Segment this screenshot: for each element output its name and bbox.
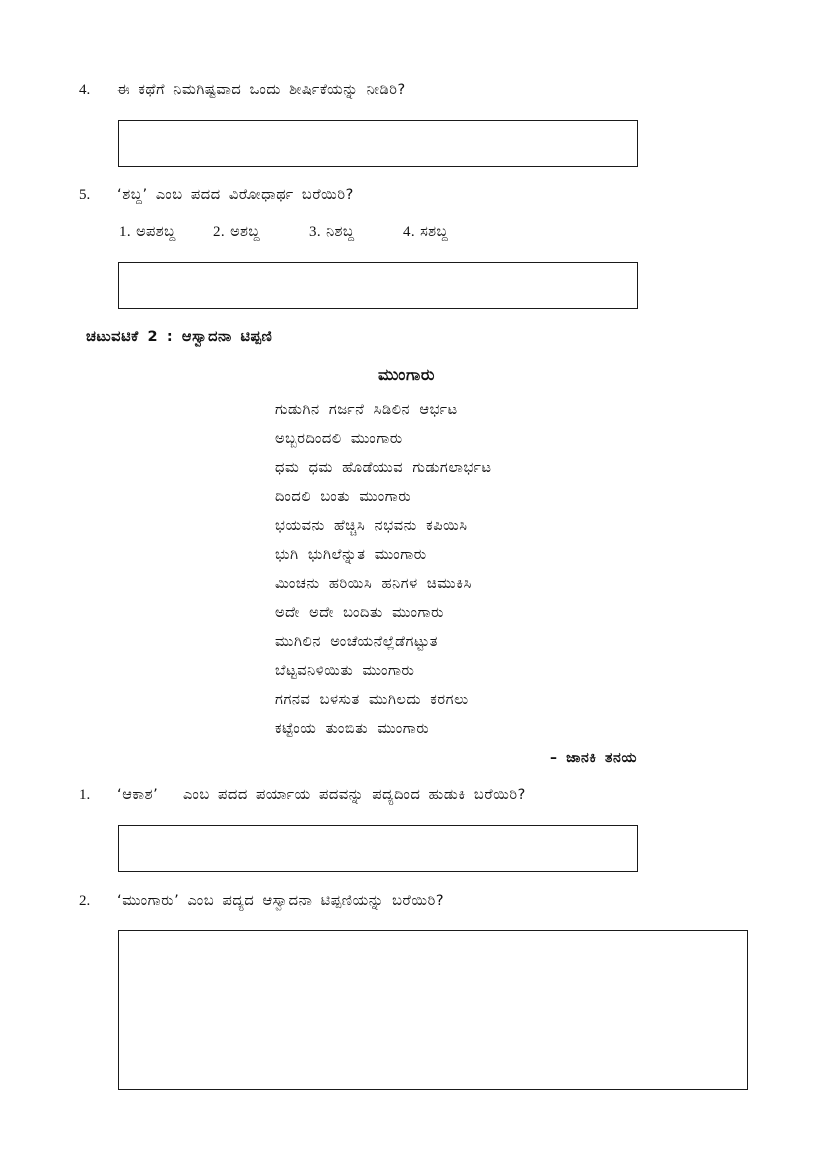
poem-line: ಅಬ್ಬರದಿಂದಲಿ ಮುಂಗಾರು bbox=[275, 431, 403, 447]
option-1 bbox=[119, 224, 176, 241]
answer-box-question-1[interactable] bbox=[118, 825, 638, 872]
option-2-number: 2. bbox=[213, 224, 226, 240]
poem-line: ಮಿಂಚನು ಹರಿಯಿಸಿ ಹನಿಗಳ ಚಿಮುಕಿಸಿ bbox=[275, 576, 472, 592]
option-4 bbox=[403, 224, 448, 241]
poem-line: ಗಗನವ ಬಳಸುತ ಮುಗಿಲದು ಕರಗಲು bbox=[275, 692, 469, 708]
question-5-text: ‘ಶಬ್ದ’ ಎಂಬ ಪದದ ವಿರೋಧಾರ್ಥ ಬರೆಯಿರಿ? bbox=[117, 187, 354, 203]
option-4-text: ಸಶಬ್ದ bbox=[420, 224, 449, 240]
poem-line: ದಿಂದಲಿ ಬಂತು ಮುಂಗಾರು bbox=[275, 489, 412, 505]
option-2-text: ಅಶಬ್ದ bbox=[230, 224, 260, 240]
question-2-number: 2. bbox=[79, 893, 91, 909]
poem-line: ಗುಡುಗಿನ ಗರ್ಜನೆ ಸಿಡಿಲಿನ ಆರ್ಭಟ bbox=[275, 402, 458, 418]
poem-author: – ಜಾನಕಿ ತನಯ bbox=[550, 750, 638, 766]
poem-line: ಧಮ ಧಮ ಹೊಡೆಯುವ ಗುಡುಗಲಾರ್ಭಟ bbox=[275, 460, 492, 476]
poem-line: ಬೆಟ್ಟವನಿಳಿಯಿತು ಮುಂಗಾರು bbox=[275, 663, 415, 679]
question-1-number: 1. bbox=[79, 787, 91, 803]
option-1-text: ಅಪಶಬ್ದ bbox=[136, 224, 176, 240]
answer-box-question-2[interactable] bbox=[118, 930, 748, 1090]
answer-box-question-5[interactable] bbox=[118, 262, 638, 309]
poem-line: ಕಟ್ಟೆಂಯ ತುಂಬಿತು ಮುಂಗಾರು bbox=[275, 721, 430, 737]
question-2-text: ‘ಮುಂಗಾರು’ ಎಂಬ ಪದ್ಯದ ಆಸ್ವಾದನಾ ಟಿಪ್ಪಣಿಯನ್ನು ಬರೆಯಿರಿ? bbox=[117, 893, 445, 909]
poem-title: ಮುಂಗಾರು bbox=[378, 365, 436, 384]
poem-line: ಅದೇ ಅದೇ ಬಂದಿತು ಮುಂಗಾರು bbox=[275, 605, 444, 621]
option-3-number: 3. bbox=[309, 224, 322, 240]
option-4-number: 4. bbox=[403, 224, 416, 240]
question-5-number: 5. bbox=[79, 187, 91, 203]
option-2 bbox=[213, 224, 260, 241]
question-1-text: ‘ಆಕಾಶ’ ಎಂಬ ಪದದ ಪರ್ಯಾಯ ಪದವನ್ನು ಪದ್ಯದಿಂದ ಹುಡುಕಿ ಬರೆಯಿರಿ? bbox=[117, 787, 526, 803]
option-1-number: 1. bbox=[119, 224, 132, 240]
poem-line: ಭಯವನು ಹೆಚ್ಚಿಸಿ ನಭವನು ಕಪಿಯಿಸಿ bbox=[275, 518, 468, 534]
activity-heading: ಚಟುವಟಿಕೆ 2 : ಆಸ್ವಾದನಾ ಟಿಪ್ಪಣಿ bbox=[86, 329, 273, 345]
poem-line: ಭುಗಿ ಭುಗಿಲೆನ್ನುತ ಮುಂಗಾರು bbox=[275, 547, 427, 563]
question-4-number: 4. bbox=[79, 82, 91, 98]
option-3-text: ನಿಶಬ್ದ bbox=[326, 224, 355, 240]
poem-line: ಮುಗಿಲಿನ ಅಂಚೆಯನೆಲ್ಲೆಡೆಗಟ್ಟುತ bbox=[275, 634, 438, 650]
answer-box-question-4[interactable] bbox=[118, 120, 638, 167]
question-4-text: ಈ ಕಥೆಗೆ ನಿಮಗಿಷ್ಟವಾದ ಒಂದು ಶೀರ್ಷಿಕೆಯನ್ನು ನೀಡಿರಿ? bbox=[117, 82, 406, 98]
option-3 bbox=[309, 224, 354, 241]
